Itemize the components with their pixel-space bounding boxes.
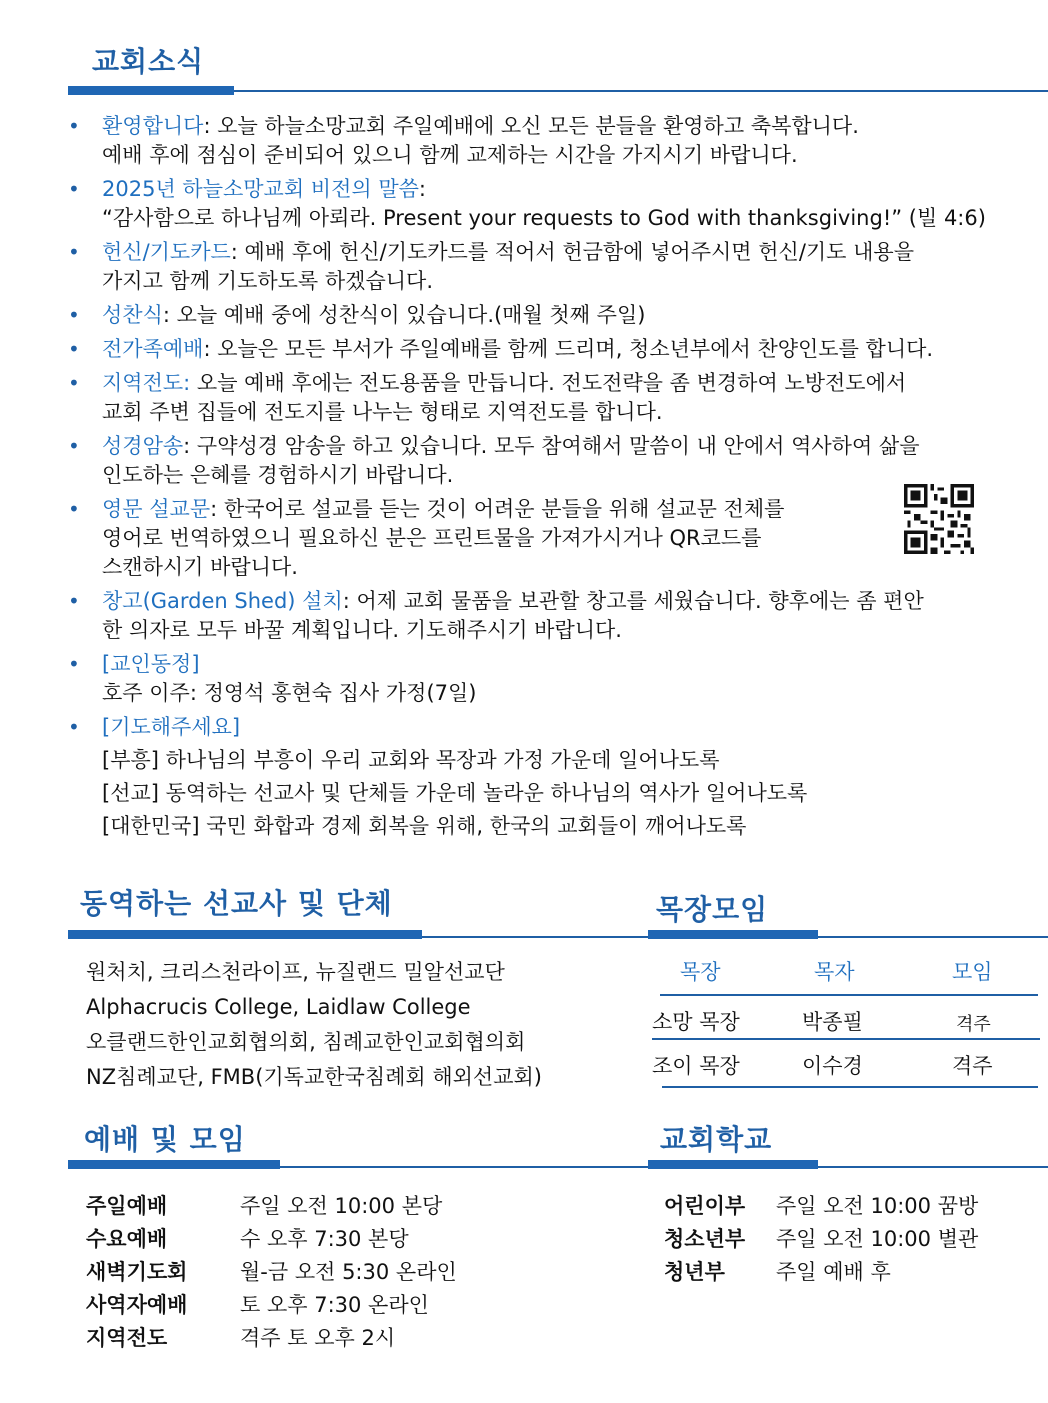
cells-row-rule (662, 1086, 1038, 1088)
news-item-english-sermon: • 영문 설교문: 한국어로 설교를 듣는 것이 어려운 분들을 위해 설교문 전체를 영어로 번역하였으니 필요하신 분은 프린트물을 가져가시거나 QR코드를 스캔하시기 바랍니다. (68, 497, 785, 579)
cells-header-leader: 목자 (814, 960, 855, 984)
news-rule-accent (68, 86, 234, 95)
missionaries-rule-accent (68, 930, 422, 939)
bullet-icon: • (68, 177, 80, 201)
cells-header-rule (660, 994, 1038, 996)
news-item-vision: • 2025년 하늘소망교회 비전의 말씀: “감사함으로 하나님께 아뢰라. Present your requests to God with thanksgiving!” (빌 4:6) (68, 177, 986, 230)
missionaries-line: 원처치, 크리스천라이프, 뉴질랜드 밀알선교단 (86, 960, 505, 984)
cells-title: 목장모임 (656, 893, 769, 926)
missionaries-title: 동역하는 선교사 및 단체 (80, 887, 393, 920)
cells-row-name: 조이 목장 (652, 1054, 740, 1078)
bullet-icon: • (68, 715, 80, 739)
bullet-icon: • (68, 434, 80, 458)
cells-row-leader: 이수경 (802, 1054, 863, 1078)
cells-row-meeting: 격주 (952, 1054, 993, 1078)
news-item-communion: • 성찬식: 오늘 예배 중에 성찬식이 있습니다.(매월 첫째 주일) (68, 301, 1040, 330)
worship-title: 예배 및 모임 (84, 1123, 246, 1156)
news-item-evangelism: • 지역전도: 오늘 예배 후에는 전도용품을 만듭니다. 전도전략을 좀 변경하여 노방전도에서 교회 주변 집들에 전도지를 나누는 형태로 지역전도를 합니다. (68, 371, 907, 424)
cells-row-meeting: 격주 (956, 1014, 991, 1035)
news-item-welcome: • 환영합니다: 오늘 하늘소망교회 주일예배에 오신 모든 분들을 환영하고 축복합니다. 예배 후에 점심이 준비되어 있으니 함께 교제하는 시간을 가지시기 바랍니다. (68, 114, 859, 167)
missionaries-line: NZ침례교단, FMB(기독교한국침례회 해외선교회) (86, 1065, 542, 1089)
news-item-shed: • 창고(Garden Shed) 설치: 어제 교회 물품을 보관할 창고를 세웠습니다. 향후에는 좀 편안 한 의자로 모두 바꿀 계획입니다. 기도해주시기 바랍니다. (68, 589, 924, 642)
missionaries-line: Alphacrucis College, Laidlaw College (86, 995, 471, 1019)
school-rule-accent (648, 1160, 818, 1169)
cells-row-leader: 박종필 (802, 1010, 863, 1034)
bullet-icon: • (68, 371, 80, 395)
bullet-icon: • (68, 337, 80, 361)
worship-rule-accent (68, 1160, 280, 1169)
news-title: 교회소식 (92, 45, 205, 78)
bullet-icon: • (68, 303, 80, 327)
news-item-prayer: • [기도해주세요] [부흥] 하나님의 부흥이 우리 교회와 목장과 가정 가운데 일어나도록 [선교] 동역하는 선교사 및 단체들 가운데 놀라운 하나님의 역사가 일어나도록 [대한민국] 국민 화합과 경제 회복을 위해, 한국의 교회들이 깨어나도록 (68, 715, 808, 838)
cells-row-name: 소망 목장 (652, 1010, 740, 1034)
bullet-icon: • (68, 114, 80, 138)
cells-header-meeting: 모임 (952, 960, 993, 984)
cells-rule-accent (648, 930, 818, 939)
bullet-icon: • (68, 240, 80, 264)
news-item-memorization: • 성경암송: 구약성경 암송을 하고 있습니다. 모두 참여해서 말씀이 내 안에서 역사하여 삶을 인도하는 은혜를 경험하시기 바랍니다. (68, 434, 920, 487)
news-item-family-worship: • 전가족예배: 오늘은 모든 부서가 주일예배를 함께 드리며, 청소년부에서 찬양인도를 합니다. (68, 335, 1040, 364)
missionaries-list (86, 955, 542, 1095)
bullet-icon: • (68, 652, 80, 676)
news-list (68, 112, 1040, 846)
missionaries-line: 오클랜드한인교회협의회, 침례교한인교회협의회 (86, 1030, 526, 1054)
cells-row-rule (652, 1038, 1040, 1040)
qr-code-icon[interactable] (904, 484, 974, 554)
school-title: 교회학교 (660, 1123, 773, 1156)
news-item-card: • 헌신/기도카드: 예배 후에 헌신/기도카드를 적어서 헌금함에 넣어주시면 헌신/기도 내용을 가지고 함께 기도하도록 하겠습니다. (68, 240, 915, 293)
cells-header-cell: 목장 (680, 960, 721, 984)
bullet-icon: • (68, 497, 80, 521)
news-item-members: • [교인동정] 호주 이주: 정영석 홍현숙 집사 가정(7일) (68, 652, 477, 705)
bullet-icon: • (68, 589, 80, 613)
